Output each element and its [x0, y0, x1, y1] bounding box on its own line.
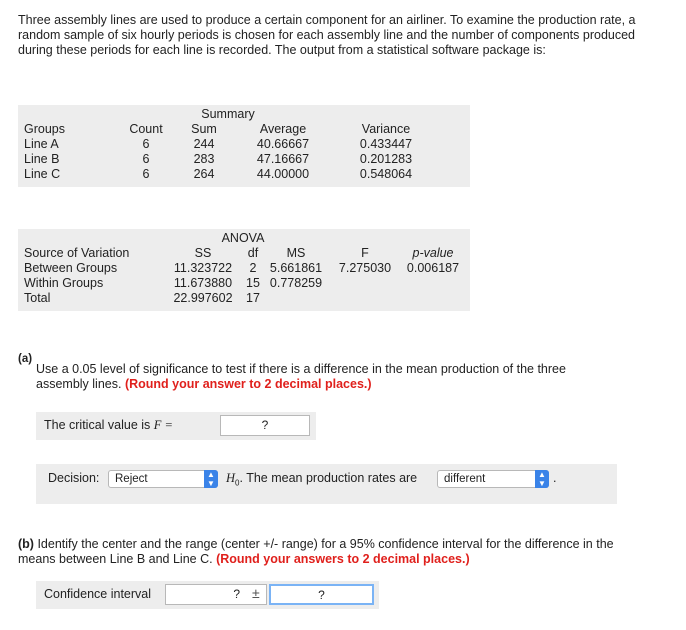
- anova-cell: 15: [246, 276, 260, 290]
- summary-cell: 6: [142, 152, 150, 166]
- summary-cell: 283: [193, 152, 215, 166]
- summary-cell: 0.201283: [359, 152, 413, 166]
- critical-value-label: [44, 418, 173, 433]
- part-a-question: [36, 362, 616, 392]
- summary-cell: 6: [142, 167, 150, 181]
- anova-header-ss: SS: [194, 246, 212, 260]
- anova-header-source: Source of Variation: [24, 246, 130, 260]
- anova-cell: 17: [246, 291, 260, 305]
- anova-cell: 0.006187: [406, 261, 460, 275]
- summary-header-average: Average: [259, 122, 307, 136]
- anova-cell: 7.275030: [338, 261, 392, 275]
- summary-cell: Line B: [24, 152, 60, 166]
- ci-range-input[interactable]: ?: [269, 584, 374, 605]
- h0-subscript: 0: [235, 478, 240, 488]
- problem-intro: Three assembly lines are used to produce a certain component for an airliner. To examine the production rate, a random sample of six hourly periods is chosen for each assembly line and the number of components produced during these periods for each line is recorded. The output from a statistical software package is:: [18, 13, 636, 57]
- anova-cell: 2: [249, 261, 257, 275]
- anova-cell: Between Groups: [24, 261, 118, 275]
- anova-cell: 22.997602: [173, 291, 233, 305]
- chevron-updown-icon: ▲ ▼: [204, 470, 218, 488]
- summary-cell: Line C: [24, 167, 61, 181]
- summary-cell: 44.00000: [256, 167, 310, 181]
- summary-cell: 0.433447: [359, 137, 413, 151]
- summary-table: [18, 105, 470, 187]
- anova-header-f: F: [361, 246, 369, 260]
- period: .: [553, 471, 557, 485]
- part-a-note: (Round your answer to 2 decimal places.): [124, 377, 372, 391]
- summary-header-sum: Sum: [191, 122, 217, 136]
- decision-select-value: Reject: [115, 473, 148, 485]
- ci-center-value: ?: [233, 587, 240, 601]
- chevron-updown-icon: ▲ ▼: [535, 470, 549, 488]
- summary-header-groups: Groups: [24, 122, 65, 136]
- anova-title: ANOVA: [221, 231, 265, 245]
- critical-label-text: The critical value is: [44, 418, 151, 432]
- mean-text: . The mean production rates are: [239, 471, 418, 485]
- ci-label: Confidence interval: [44, 587, 152, 601]
- summary-title: Summary: [201, 107, 255, 121]
- decision-select[interactable]: [108, 470, 218, 488]
- plus-minus-sign: ±: [252, 585, 260, 601]
- anova-cell: 11.323722: [173, 261, 233, 275]
- critical-value-input[interactable]: ?: [220, 415, 310, 436]
- anova-header-df: df: [247, 246, 259, 260]
- critical-var: F =: [153, 418, 173, 432]
- summary-header-count: Count: [129, 122, 163, 136]
- part-b-note: (Round your answers to 2 decimal places.): [216, 552, 470, 566]
- part-b-label: (b): [18, 537, 34, 551]
- summary-cell: 0.548064: [359, 167, 413, 181]
- part-b-question: [18, 537, 648, 567]
- decision-label: Decision:: [48, 471, 100, 485]
- summary-cell: 244: [193, 137, 215, 151]
- summary-cell: 47.16667: [256, 152, 310, 166]
- h0-symbol: H: [226, 471, 236, 485]
- anova-cell: 11.673880: [173, 276, 233, 290]
- part-a-label: (a): [18, 353, 33, 365]
- anova-header-ms: MS: [286, 246, 306, 260]
- anova-table: [18, 229, 470, 311]
- anova-header-pvalue: p-value: [412, 246, 454, 260]
- summary-header-variance: Variance: [361, 122, 411, 136]
- part-b-text: Identify the center and the range (center +/- range) for a 95% confidence interval for the difference in the means between Line B and Line C.: [18, 537, 614, 566]
- h0-text: [226, 471, 417, 491]
- anova-cell: 5.661861: [269, 261, 323, 275]
- summary-cell: Line A: [24, 137, 59, 151]
- summary-cell: 264: [193, 167, 215, 181]
- anova-cell: Within Groups: [24, 276, 104, 290]
- anova-cell: Total: [24, 291, 51, 305]
- part-a-text: Use a 0.05 level of significance to test if there is a difference in the mean production of the three assembly lines.: [36, 362, 566, 391]
- summary-cell: 40.66667: [256, 137, 310, 151]
- mean-select[interactable]: [437, 470, 549, 488]
- summary-cell: 6: [142, 137, 150, 151]
- anova-cell: 0.778259: [269, 276, 323, 290]
- mean-select-value: different: [444, 473, 486, 485]
